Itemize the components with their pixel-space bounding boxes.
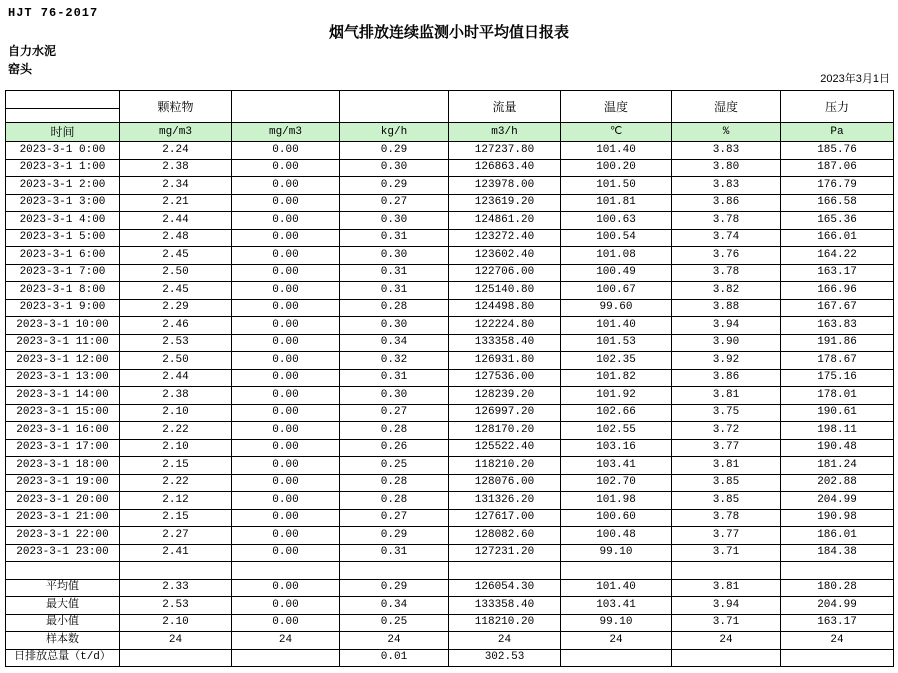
value-cell: 99.60 bbox=[561, 299, 672, 317]
row-label-cell: 2023-3-1 0:00 bbox=[6, 142, 120, 160]
value-cell: 24 bbox=[449, 632, 561, 650]
value-cell: 2.38 bbox=[120, 159, 232, 177]
unit-header-row bbox=[6, 123, 894, 142]
row-label-cell: 2023-3-1 6:00 bbox=[6, 247, 120, 265]
summary-row bbox=[6, 597, 894, 615]
time-header-cell: 时间 bbox=[6, 123, 120, 142]
value-cell: 2.10 bbox=[120, 439, 232, 457]
company-name: 自力水泥 bbox=[8, 44, 57, 58]
value-cell: 24 bbox=[672, 632, 781, 650]
data-row bbox=[6, 474, 894, 492]
value-cell: 0.28 bbox=[340, 299, 449, 317]
group-header-blank-2 bbox=[340, 91, 449, 123]
unit-header-cell: mg/m3 bbox=[120, 123, 232, 142]
value-cell: 100.63 bbox=[561, 212, 672, 230]
value-cell: 0.30 bbox=[340, 212, 449, 230]
unit-header-cell: % bbox=[672, 123, 781, 142]
value-cell: 0.31 bbox=[340, 264, 449, 282]
value-cell: 184.38 bbox=[781, 544, 894, 562]
value-cell: 0.00 bbox=[232, 579, 340, 597]
value-cell bbox=[781, 649, 894, 667]
value-cell: 204.99 bbox=[781, 492, 894, 510]
value-cell: 0.00 bbox=[232, 352, 340, 370]
value-cell: 3.74 bbox=[672, 229, 781, 247]
value-cell: 0.00 bbox=[232, 527, 340, 545]
value-cell: 118210.20 bbox=[449, 457, 561, 475]
value-cell: 101.98 bbox=[561, 492, 672, 510]
value-cell: 128170.20 bbox=[449, 422, 561, 440]
value-cell: 127231.20 bbox=[449, 544, 561, 562]
value-cell bbox=[340, 562, 449, 580]
value-cell: 3.94 bbox=[672, 597, 781, 615]
value-cell: 190.98 bbox=[781, 509, 894, 527]
value-cell: 0.30 bbox=[340, 247, 449, 265]
unit-header-cell: ℃ bbox=[561, 123, 672, 142]
unit-header-cell: kg/h bbox=[340, 123, 449, 142]
report-date: 2023年3月1日 bbox=[820, 73, 890, 85]
value-cell: 0.25 bbox=[340, 614, 449, 632]
value-cell: 2.22 bbox=[120, 474, 232, 492]
data-row bbox=[6, 334, 894, 352]
value-cell: 3.88 bbox=[672, 299, 781, 317]
data-row bbox=[6, 352, 894, 370]
value-cell: 122706.00 bbox=[449, 264, 561, 282]
value-cell: 202.88 bbox=[781, 474, 894, 492]
value-cell: 3.78 bbox=[672, 212, 781, 230]
value-cell: 0.00 bbox=[232, 457, 340, 475]
value-cell: 3.76 bbox=[672, 247, 781, 265]
row-label-cell: 样本数 bbox=[6, 632, 120, 650]
value-cell: 0.00 bbox=[232, 282, 340, 300]
data-row bbox=[6, 299, 894, 317]
value-cell: 0.00 bbox=[232, 439, 340, 457]
value-cell: 125522.40 bbox=[449, 439, 561, 457]
value-cell: 2.10 bbox=[120, 404, 232, 422]
value-cell: 3.81 bbox=[672, 579, 781, 597]
value-cell: 122224.80 bbox=[449, 317, 561, 335]
value-cell bbox=[120, 649, 232, 667]
value-cell: 204.99 bbox=[781, 597, 894, 615]
row-label-cell: 2023-3-1 11:00 bbox=[6, 334, 120, 352]
summary-row bbox=[6, 614, 894, 632]
row-label-cell: 2023-3-1 3:00 bbox=[6, 194, 120, 212]
row-label-cell: 2023-3-1 1:00 bbox=[6, 159, 120, 177]
value-cell: 0.00 bbox=[232, 422, 340, 440]
row-label-cell: 最大值 bbox=[6, 597, 120, 615]
value-cell: 166.01 bbox=[781, 229, 894, 247]
value-cell: 2.24 bbox=[120, 142, 232, 160]
data-row bbox=[6, 457, 894, 475]
value-cell: 101.40 bbox=[561, 579, 672, 597]
summary-row bbox=[6, 649, 894, 667]
value-cell: 123272.40 bbox=[449, 229, 561, 247]
unit-header-cell: mg/m3 bbox=[232, 123, 340, 142]
row-label-cell: 2023-3-1 15:00 bbox=[6, 404, 120, 422]
value-cell: 0.00 bbox=[232, 334, 340, 352]
value-cell: 2.10 bbox=[120, 614, 232, 632]
kiln-location: 窑头 bbox=[8, 62, 33, 76]
value-cell: 3.71 bbox=[672, 544, 781, 562]
value-cell: 2.41 bbox=[120, 544, 232, 562]
value-cell: 3.82 bbox=[672, 282, 781, 300]
data-row bbox=[6, 142, 894, 160]
data-row bbox=[6, 404, 894, 422]
value-cell: 0.27 bbox=[340, 509, 449, 527]
value-cell: 103.41 bbox=[561, 597, 672, 615]
value-cell: 125140.80 bbox=[449, 282, 561, 300]
value-cell: 2.48 bbox=[120, 229, 232, 247]
group-header-humidity: 湿度 bbox=[672, 91, 781, 123]
value-cell: 0.00 bbox=[232, 247, 340, 265]
value-cell: 2.45 bbox=[120, 247, 232, 265]
value-cell: 0.29 bbox=[340, 527, 449, 545]
data-row bbox=[6, 527, 894, 545]
value-cell: 180.28 bbox=[781, 579, 894, 597]
group-header-flow: 流量 bbox=[449, 91, 561, 123]
value-cell: 2.33 bbox=[120, 579, 232, 597]
value-cell: 3.71 bbox=[672, 614, 781, 632]
group-header-blank-1 bbox=[232, 91, 340, 123]
value-cell: 0.00 bbox=[232, 194, 340, 212]
value-cell: 0.26 bbox=[340, 439, 449, 457]
value-cell: 99.10 bbox=[561, 614, 672, 632]
row-label-cell: 2023-3-1 12:00 bbox=[6, 352, 120, 370]
value-cell: 0.31 bbox=[340, 544, 449, 562]
value-cell: 187.06 bbox=[781, 159, 894, 177]
value-cell: 181.24 bbox=[781, 457, 894, 475]
value-cell bbox=[561, 562, 672, 580]
value-cell: 166.58 bbox=[781, 194, 894, 212]
row-label-cell: 2023-3-1 5:00 bbox=[6, 229, 120, 247]
value-cell bbox=[781, 562, 894, 580]
data-row bbox=[6, 177, 894, 195]
value-cell: 176.79 bbox=[781, 177, 894, 195]
value-cell: 0.28 bbox=[340, 422, 449, 440]
value-cell: 0.00 bbox=[232, 159, 340, 177]
value-cell: 101.81 bbox=[561, 194, 672, 212]
value-cell: 186.01 bbox=[781, 527, 894, 545]
value-cell: 0.30 bbox=[340, 159, 449, 177]
value-cell: 3.80 bbox=[672, 159, 781, 177]
value-cell: 124498.80 bbox=[449, 299, 561, 317]
value-cell: 101.50 bbox=[561, 177, 672, 195]
value-cell: 101.92 bbox=[561, 387, 672, 405]
value-cell: 131326.20 bbox=[449, 492, 561, 510]
row-label-cell bbox=[6, 562, 120, 580]
value-cell: 0.00 bbox=[232, 544, 340, 562]
value-cell: 99.10 bbox=[561, 544, 672, 562]
row-label-cell: 2023-3-1 13:00 bbox=[6, 369, 120, 387]
value-cell: 302.53 bbox=[449, 649, 561, 667]
value-cell: 190.48 bbox=[781, 439, 894, 457]
value-cell: 0.01 bbox=[340, 649, 449, 667]
corner-cell-top bbox=[6, 91, 120, 109]
value-cell: 0.28 bbox=[340, 474, 449, 492]
value-cell: 0.00 bbox=[232, 387, 340, 405]
value-cell bbox=[232, 649, 340, 667]
row-label-cell: 2023-3-1 17:00 bbox=[6, 439, 120, 457]
summary-row bbox=[6, 579, 894, 597]
value-cell: 2.12 bbox=[120, 492, 232, 510]
value-cell: 164.22 bbox=[781, 247, 894, 265]
value-cell: 3.86 bbox=[672, 369, 781, 387]
value-cell: 3.92 bbox=[672, 352, 781, 370]
value-cell: 178.01 bbox=[781, 387, 894, 405]
data-row bbox=[6, 229, 894, 247]
row-label-cell: 2023-3-1 8:00 bbox=[6, 282, 120, 300]
report-title: 烟气排放连续监测小时平均值日报表 bbox=[328, 24, 569, 41]
data-row bbox=[6, 159, 894, 177]
value-cell: 0.27 bbox=[340, 404, 449, 422]
value-cell: 102.55 bbox=[561, 422, 672, 440]
row-label-cell: 2023-3-1 9:00 bbox=[6, 299, 120, 317]
value-cell: 2.45 bbox=[120, 282, 232, 300]
value-cell: 198.11 bbox=[781, 422, 894, 440]
value-cell: 133358.40 bbox=[449, 597, 561, 615]
row-label-cell: 2023-3-1 4:00 bbox=[6, 212, 120, 230]
value-cell: 190.61 bbox=[781, 404, 894, 422]
value-cell: 3.94 bbox=[672, 317, 781, 335]
value-cell: 0.27 bbox=[340, 194, 449, 212]
report-table bbox=[5, 90, 894, 667]
value-cell: 0.29 bbox=[340, 579, 449, 597]
value-cell: 0.30 bbox=[340, 387, 449, 405]
summary-row bbox=[6, 632, 894, 650]
group-header-row-top bbox=[6, 91, 894, 109]
row-label-cell: 2023-3-1 16:00 bbox=[6, 422, 120, 440]
value-cell: 2.46 bbox=[120, 317, 232, 335]
value-cell: 2.27 bbox=[120, 527, 232, 545]
data-row bbox=[6, 194, 894, 212]
value-cell: 100.54 bbox=[561, 229, 672, 247]
data-row bbox=[6, 212, 894, 230]
value-cell: 2.44 bbox=[120, 212, 232, 230]
data-row bbox=[6, 387, 894, 405]
value-cell: 0.31 bbox=[340, 282, 449, 300]
value-cell: 163.83 bbox=[781, 317, 894, 335]
value-cell: 191.86 bbox=[781, 334, 894, 352]
value-cell: 2.21 bbox=[120, 194, 232, 212]
value-cell: 0.00 bbox=[232, 474, 340, 492]
standard-code: HJT 76-2017 bbox=[8, 6, 99, 20]
value-cell: 126931.80 bbox=[449, 352, 561, 370]
row-label-cell: 2023-3-1 19:00 bbox=[6, 474, 120, 492]
value-cell: 2.15 bbox=[120, 509, 232, 527]
value-cell: 126054.30 bbox=[449, 579, 561, 597]
value-cell: 100.67 bbox=[561, 282, 672, 300]
data-row bbox=[6, 439, 894, 457]
value-cell: 3.85 bbox=[672, 474, 781, 492]
value-cell: 165.36 bbox=[781, 212, 894, 230]
row-label-cell: 2023-3-1 22:00 bbox=[6, 527, 120, 545]
value-cell: 24 bbox=[561, 632, 672, 650]
value-cell: 175.16 bbox=[781, 369, 894, 387]
value-cell: 3.75 bbox=[672, 404, 781, 422]
value-cell: 100.20 bbox=[561, 159, 672, 177]
value-cell: 0.00 bbox=[232, 142, 340, 160]
value-cell: 2.15 bbox=[120, 457, 232, 475]
data-row bbox=[6, 422, 894, 440]
spacer-row bbox=[6, 562, 894, 580]
value-cell: 123602.40 bbox=[449, 247, 561, 265]
value-cell: 3.85 bbox=[672, 492, 781, 510]
row-label-cell: 2023-3-1 14:00 bbox=[6, 387, 120, 405]
value-cell bbox=[672, 562, 781, 580]
value-cell: 0.31 bbox=[340, 369, 449, 387]
group-header-temperature: 温度 bbox=[561, 91, 672, 123]
value-cell: 2.50 bbox=[120, 264, 232, 282]
value-cell: 102.66 bbox=[561, 404, 672, 422]
value-cell: 2.34 bbox=[120, 177, 232, 195]
value-cell: 128082.60 bbox=[449, 527, 561, 545]
value-cell: 3.83 bbox=[672, 142, 781, 160]
value-cell: 0.34 bbox=[340, 597, 449, 615]
value-cell: 100.49 bbox=[561, 264, 672, 282]
value-cell: 3.77 bbox=[672, 439, 781, 457]
value-cell: 128076.00 bbox=[449, 474, 561, 492]
value-cell: 100.60 bbox=[561, 509, 672, 527]
value-cell: 101.82 bbox=[561, 369, 672, 387]
corner-cell-bottom bbox=[6, 109, 120, 123]
value-cell: 3.78 bbox=[672, 509, 781, 527]
row-label-cell: 日排放总量（t/d） bbox=[6, 649, 120, 667]
unit-header-cell: m3/h bbox=[449, 123, 561, 142]
value-cell: 0.28 bbox=[340, 492, 449, 510]
value-cell bbox=[120, 562, 232, 580]
value-cell: 126997.20 bbox=[449, 404, 561, 422]
value-cell: 0.00 bbox=[232, 614, 340, 632]
value-cell: 0.00 bbox=[232, 264, 340, 282]
row-label-cell: 2023-3-1 23:00 bbox=[6, 544, 120, 562]
row-label-cell: 2023-3-1 7:00 bbox=[6, 264, 120, 282]
value-cell: 0.32 bbox=[340, 352, 449, 370]
value-cell: 101.08 bbox=[561, 247, 672, 265]
row-label-cell: 2023-3-1 18:00 bbox=[6, 457, 120, 475]
value-cell: 3.86 bbox=[672, 194, 781, 212]
data-row bbox=[6, 509, 894, 527]
value-cell: 0.00 bbox=[232, 177, 340, 195]
data-row bbox=[6, 282, 894, 300]
data-row bbox=[6, 544, 894, 562]
value-cell: 0.25 bbox=[340, 457, 449, 475]
data-row bbox=[6, 247, 894, 265]
value-cell: 0.00 bbox=[232, 299, 340, 317]
data-row bbox=[6, 317, 894, 335]
value-cell: 126863.40 bbox=[449, 159, 561, 177]
value-cell: 0.00 bbox=[232, 492, 340, 510]
value-cell: 2.53 bbox=[120, 597, 232, 615]
value-cell: 3.83 bbox=[672, 177, 781, 195]
value-cell: 0.00 bbox=[232, 212, 340, 230]
row-label-cell: 最小值 bbox=[6, 614, 120, 632]
value-cell: 102.35 bbox=[561, 352, 672, 370]
value-cell: 118210.20 bbox=[449, 614, 561, 632]
group-header-pressure: 压力 bbox=[781, 91, 894, 123]
value-cell: 0.00 bbox=[232, 229, 340, 247]
value-cell: 2.38 bbox=[120, 387, 232, 405]
value-cell: 123619.20 bbox=[449, 194, 561, 212]
value-cell: 0.29 bbox=[340, 142, 449, 160]
value-cell: 0.00 bbox=[232, 509, 340, 527]
value-cell: 167.67 bbox=[781, 299, 894, 317]
group-header-particulate: 颗粒物 bbox=[120, 91, 232, 123]
value-cell: 2.44 bbox=[120, 369, 232, 387]
row-label-cell: 平均值 bbox=[6, 579, 120, 597]
data-row bbox=[6, 492, 894, 510]
row-label-cell: 2023-3-1 2:00 bbox=[6, 177, 120, 195]
value-cell: 102.70 bbox=[561, 474, 672, 492]
row-label-cell: 2023-3-1 10:00 bbox=[6, 317, 120, 335]
value-cell: 24 bbox=[781, 632, 894, 650]
value-cell: 0.31 bbox=[340, 229, 449, 247]
value-cell: 24 bbox=[340, 632, 449, 650]
value-cell: 101.40 bbox=[561, 142, 672, 160]
value-cell: 3.90 bbox=[672, 334, 781, 352]
value-cell: 124861.20 bbox=[449, 212, 561, 230]
value-cell: 3.81 bbox=[672, 387, 781, 405]
table-body bbox=[6, 142, 894, 667]
row-label-cell: 2023-3-1 21:00 bbox=[6, 509, 120, 527]
value-cell: 3.72 bbox=[672, 422, 781, 440]
value-cell bbox=[672, 649, 781, 667]
value-cell: 0.30 bbox=[340, 317, 449, 335]
value-cell: 24 bbox=[232, 632, 340, 650]
row-label-cell: 2023-3-1 20:00 bbox=[6, 492, 120, 510]
value-cell: 0.29 bbox=[340, 177, 449, 195]
unit-header-cell: Pa bbox=[781, 123, 894, 142]
value-cell: 127237.80 bbox=[449, 142, 561, 160]
value-cell: 0.00 bbox=[232, 369, 340, 387]
value-cell: 2.53 bbox=[120, 334, 232, 352]
value-cell: 0.00 bbox=[232, 404, 340, 422]
value-cell: 178.67 bbox=[781, 352, 894, 370]
value-cell bbox=[232, 562, 340, 580]
value-cell: 185.76 bbox=[781, 142, 894, 160]
value-cell: 103.41 bbox=[561, 457, 672, 475]
value-cell: 3.77 bbox=[672, 527, 781, 545]
value-cell: 2.22 bbox=[120, 422, 232, 440]
value-cell: 0.00 bbox=[232, 317, 340, 335]
value-cell: 2.50 bbox=[120, 352, 232, 370]
value-cell: 123978.00 bbox=[449, 177, 561, 195]
value-cell: 101.53 bbox=[561, 334, 672, 352]
data-row bbox=[6, 264, 894, 282]
value-cell: 2.29 bbox=[120, 299, 232, 317]
value-cell: 100.48 bbox=[561, 527, 672, 545]
value-cell: 24 bbox=[120, 632, 232, 650]
value-cell: 0.00 bbox=[232, 597, 340, 615]
data-row bbox=[6, 369, 894, 387]
value-cell: 127617.00 bbox=[449, 509, 561, 527]
value-cell: 3.81 bbox=[672, 457, 781, 475]
value-cell: 127536.00 bbox=[449, 369, 561, 387]
value-cell bbox=[561, 649, 672, 667]
value-cell: 163.17 bbox=[781, 264, 894, 282]
value-cell: 3.78 bbox=[672, 264, 781, 282]
value-cell: 103.16 bbox=[561, 439, 672, 457]
value-cell bbox=[449, 562, 561, 580]
value-cell: 166.96 bbox=[781, 282, 894, 300]
value-cell: 128239.20 bbox=[449, 387, 561, 405]
value-cell: 133358.40 bbox=[449, 334, 561, 352]
value-cell: 0.34 bbox=[340, 334, 449, 352]
value-cell: 163.17 bbox=[781, 614, 894, 632]
value-cell: 101.40 bbox=[561, 317, 672, 335]
